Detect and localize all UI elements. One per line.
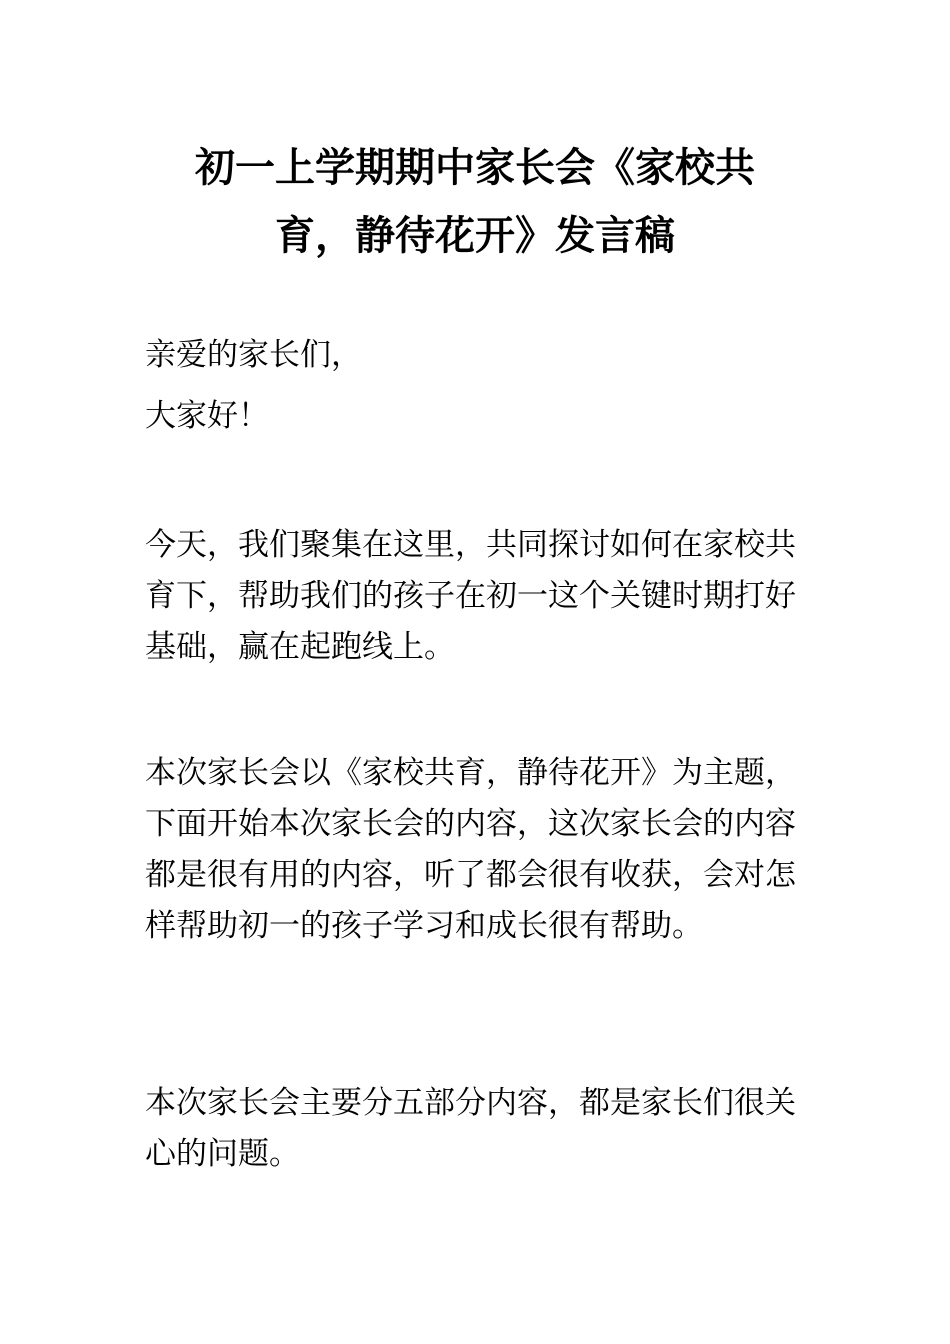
paragraph-outline: 本次家长会主要分五部分内容，都是家长们很关心的问题。 bbox=[145, 1085, 796, 1172]
greeting-text: 亲爱的家长们， bbox=[145, 337, 362, 373]
document-title bbox=[145, 134, 805, 270]
title-line-2: 育，静待花开》发言稿 bbox=[275, 213, 675, 259]
paragraph-theme: 本次家长会以《家校共育，静待花开》为主题，下面开始本次家长会的内容，这次家长会的内容都是很有用的内容，听了都会很有收获，会对怎样帮助初一的孩子学习和成长很有帮助。 bbox=[145, 755, 796, 944]
title-line-1: 初一上学期期中家长会《家校共 bbox=[195, 145, 755, 191]
paragraph-intro: 今天，我们聚集在这里，共同探讨如何在家校共育下，帮助我们的孩子在初一这个关键时期打好基础，赢在起跑线上。 bbox=[145, 527, 796, 665]
hello-text: 大家好！ bbox=[145, 398, 269, 434]
